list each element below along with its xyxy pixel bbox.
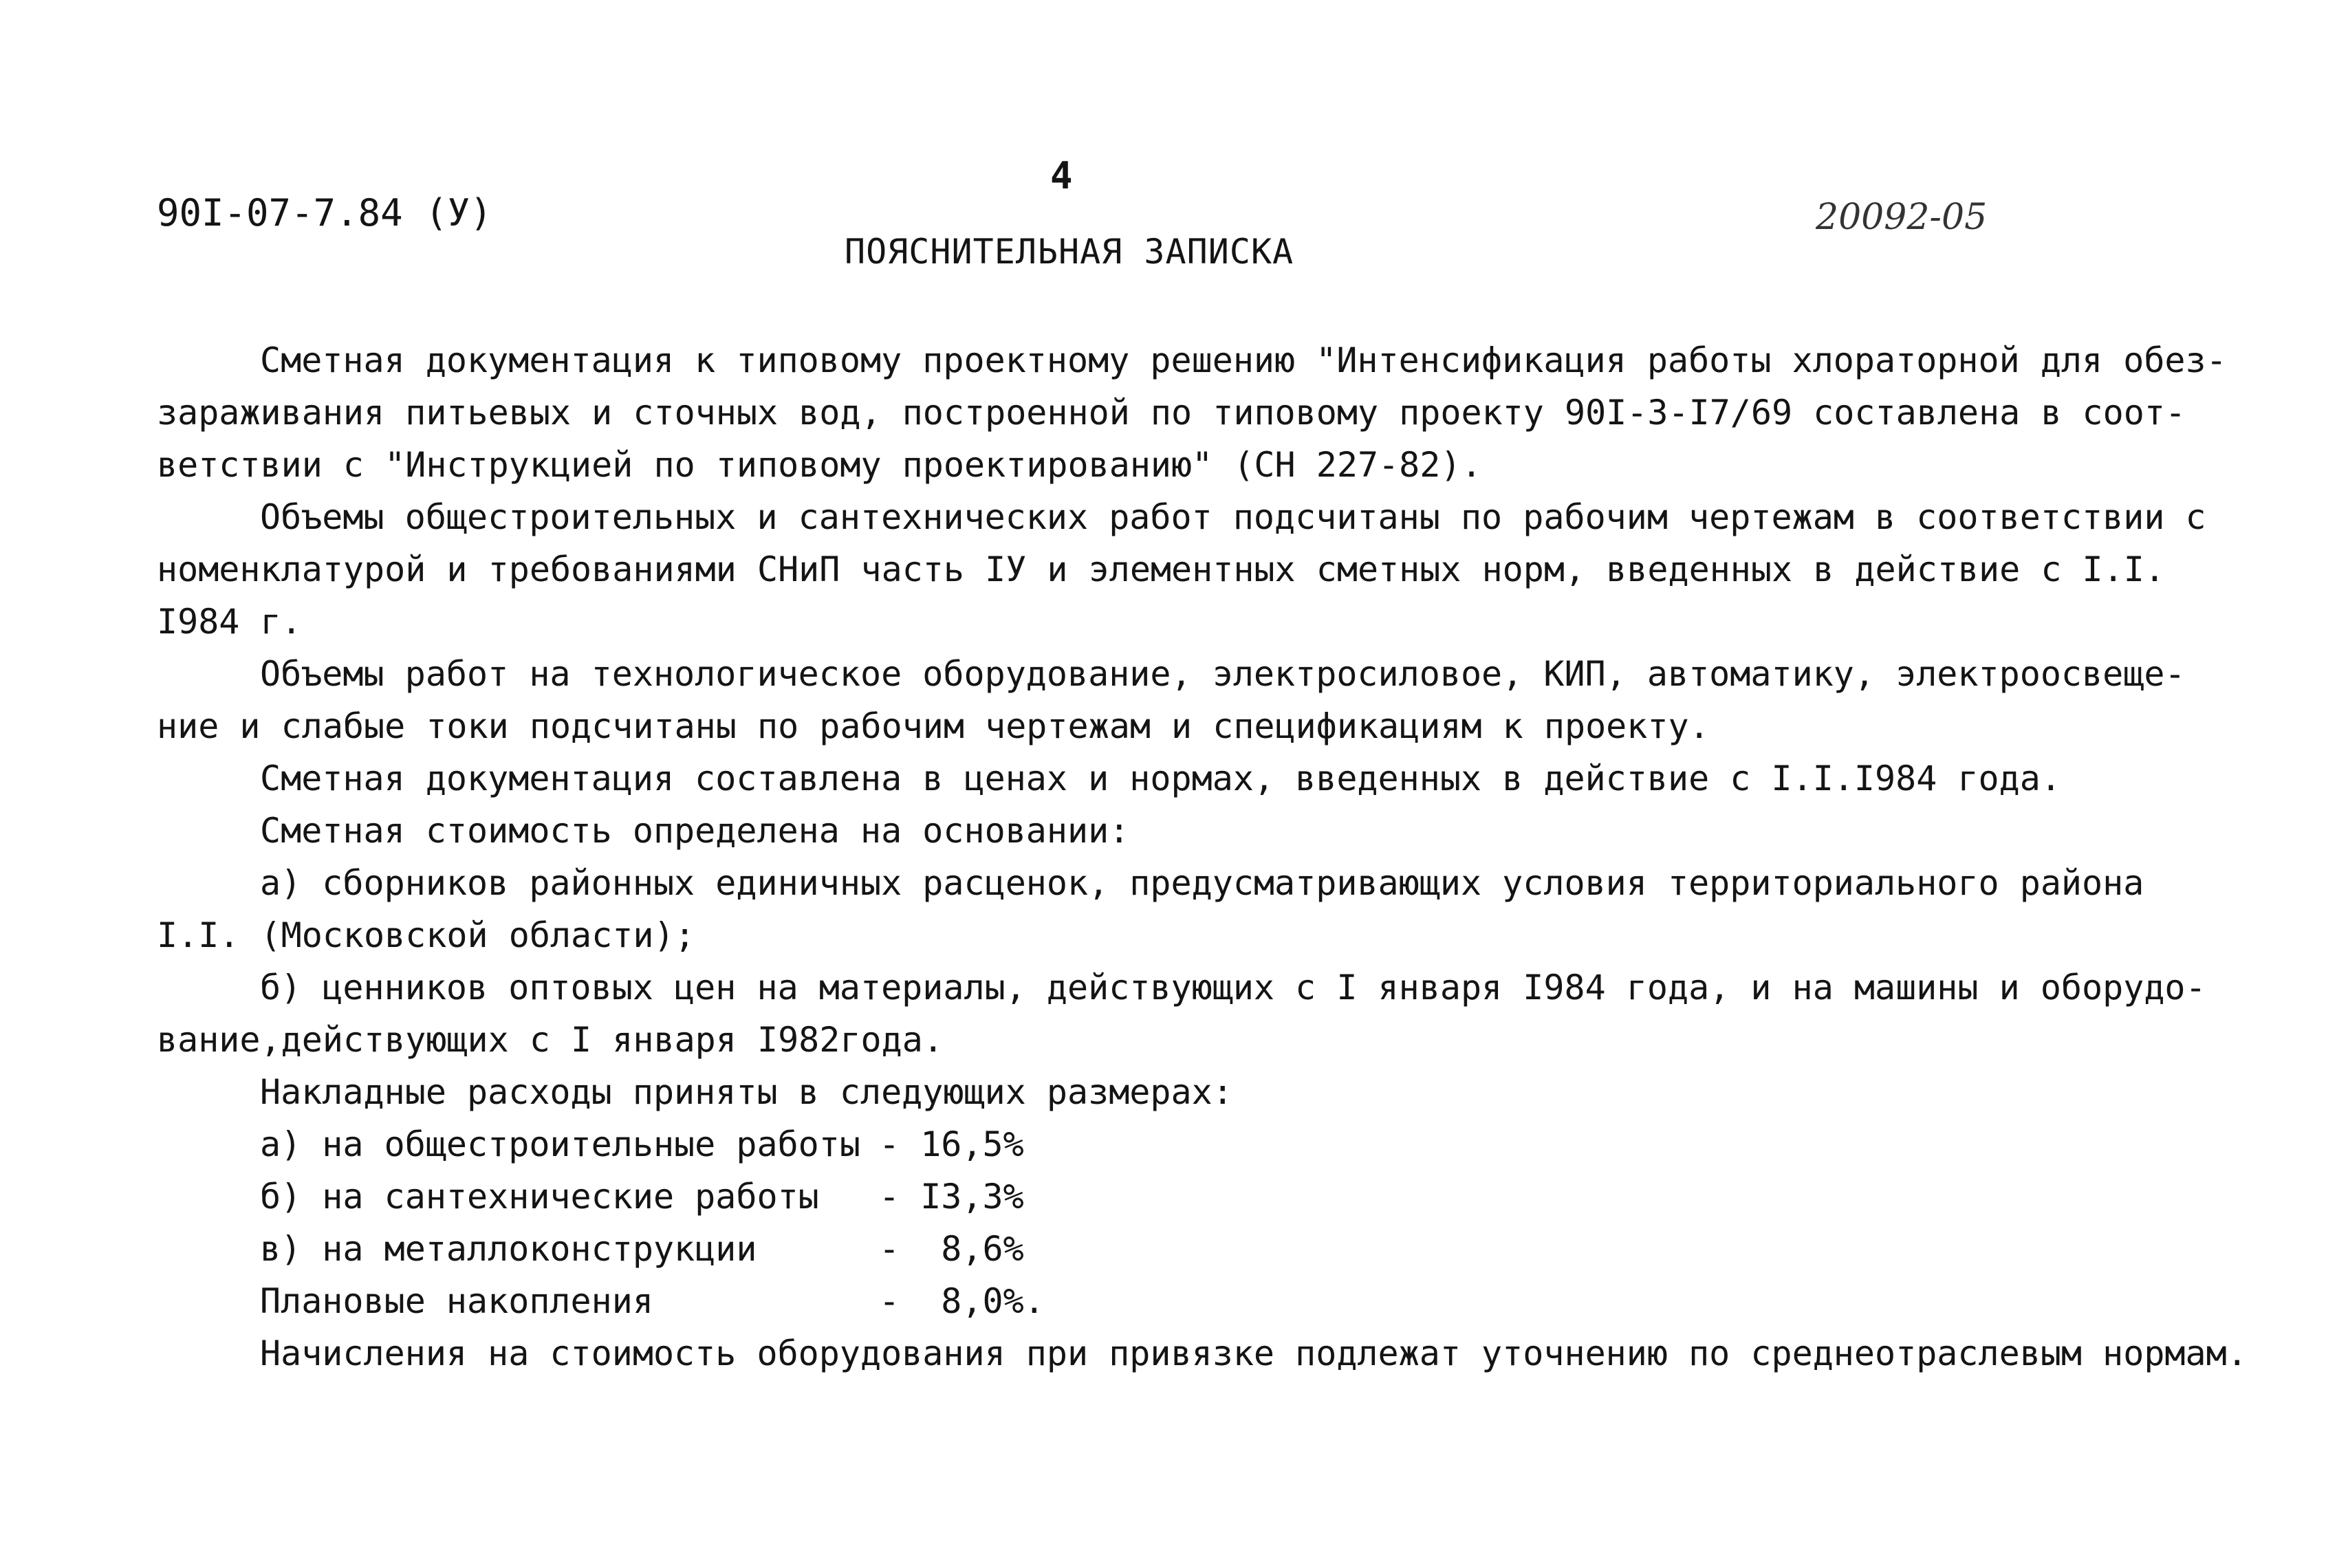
paragraph-line: номенклатурой и требованиями СНиП часть IУ и элементных сметных норм, введенных в действие с I.I. [157,549,2165,589]
overhead-label: а) на общестроительные работы [260,1124,860,1164]
paragraph-line: а) сборников районных единичных расценок, предусматривающих условия территориального района [260,863,2144,903]
overhead-value: - 16,5% [879,1124,1024,1164]
paragraph-line: Объемы работ на технологическое оборудование, электросиловое, КИП, автоматику, электроосвеще- [260,654,2186,694]
paragraph-line: ветствии с "Инструкцией по типовому проектированию" (СН 227-82). [157,445,1482,485]
handwritten-archive-number: 20092-05 [1816,197,1988,238]
paragraph-line: зараживания питьевых и сточных вод, построенной по типовому проекту 90I-3-I7/69 составлена в соот- [157,393,2186,433]
paragraph-line: Накладные расходы приняты в следующих размерах: [260,1072,1233,1112]
explanatory-note-body [157,334,2248,1380]
page-number: 4 [1050,154,1073,197]
paragraph-line: б) ценников оптовых цен на материалы, действующих с I января I984 года, и на машины и оборудо- [260,968,2206,1008]
overhead-label: Плановые накопления [260,1281,653,1321]
paragraph-line: Объемы общестроительных и сантехнических работ подсчитаны по рабочим чертежам в соответствии с [260,497,2206,537]
overhead-value: - 8,0%. [879,1281,1045,1321]
paragraph-line: I984 г. [157,602,302,642]
paragraph-line: Сметная стоимость определена на основании: [260,811,1130,851]
paragraph-line: ние и слабые токи подсчитаны по рабочим чертежам и спецификациям к проекту. [157,706,1710,746]
paragraph-line: Сметная документация составлена в ценах и нормах, введенных в действие с I.I.I984 года. [260,759,2061,798]
paragraph-line: Сметная документация к типовому проектному решению "Интенсификация работы хлораторной для обез- [260,340,2227,380]
overhead-row [157,1223,2213,1275]
overhead-row [157,1118,2213,1170]
overhead-value: - I3,3% [879,1177,1024,1217]
paragraph-line: вание,действующих с I января I982года. [157,1020,944,1060]
overhead-row [157,1275,2213,1327]
document-code: 90I-07-7.84 (У) [157,191,492,235]
overhead-value: - 8,6% [879,1229,1024,1269]
paragraph-line: I.I. (Московской области); [157,915,695,955]
paragraph-line: Начисления на стоимость оборудования при привязке подлежат уточнению по среднеотраслевым нормам. [260,1333,2248,1373]
overhead-label: б) на сантехнические работы [260,1177,819,1217]
overhead-row [157,1170,2213,1223]
overhead-label: в) на металлоконструкции [260,1229,757,1269]
document-title: ПОЯСНИТЕЛЬНАЯ ЗАПИСКА [845,232,1294,272]
